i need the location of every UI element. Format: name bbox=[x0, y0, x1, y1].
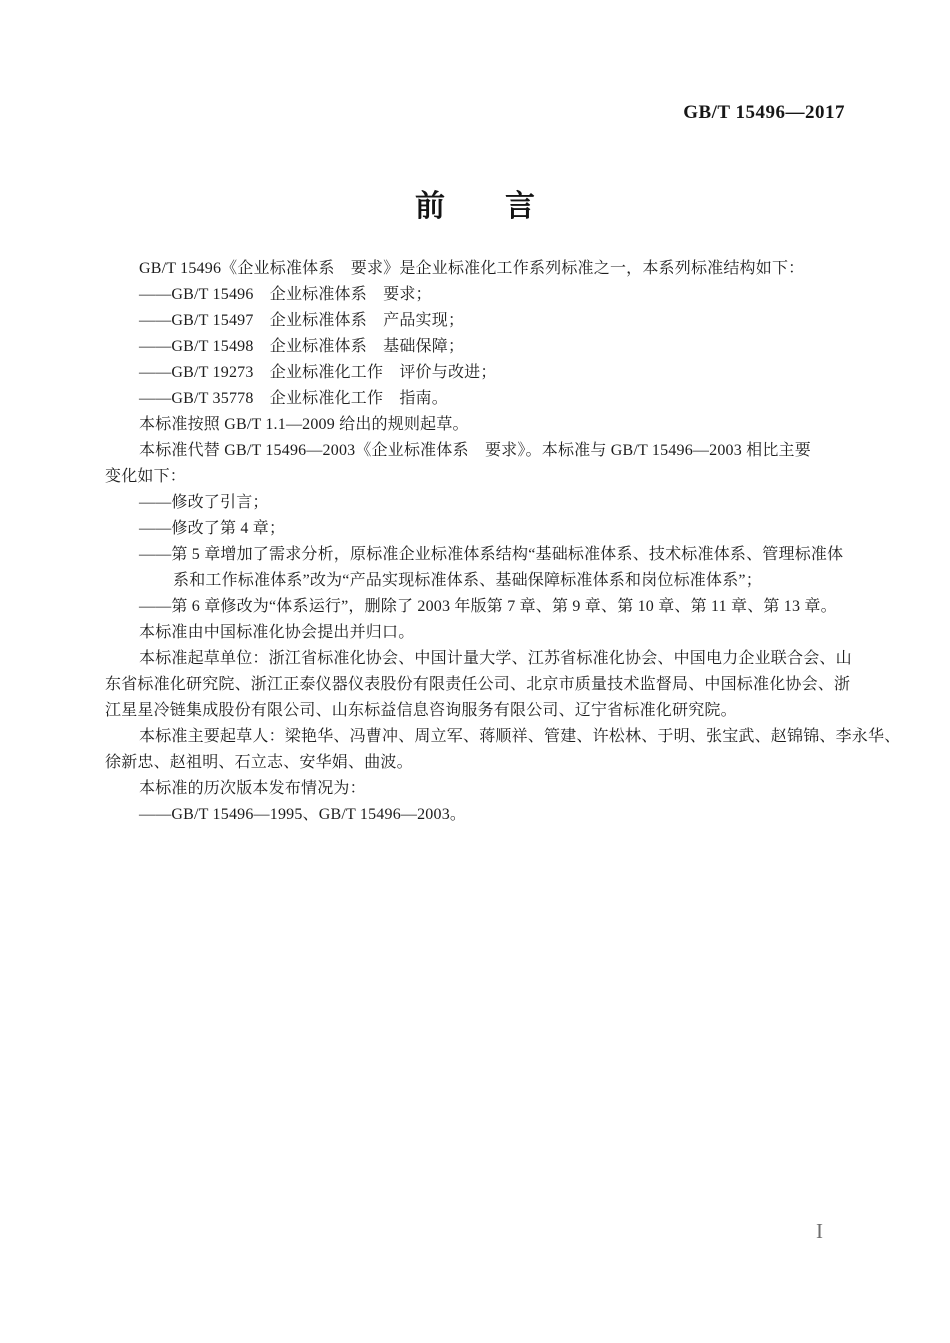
text-line: 变化如下： bbox=[105, 468, 187, 485]
text-line: ——第 5 章增加了需求分析，原标准企业标准体系结构“基础标准体系、技术标准体系、管理标准体 bbox=[139, 546, 844, 563]
text-line: 本标准按照 GB/T 1.1—2009 给出的规则起草。 bbox=[139, 416, 469, 433]
text-line: ——GB/T 35778 企业标准化工作 指南。 bbox=[139, 390, 448, 407]
text-line: ——GB/T 15496—1995、GB/T 15496—2003。 bbox=[139, 806, 467, 823]
text-line: ——GB/T 15498 企业标准体系 基础保障； bbox=[139, 338, 465, 355]
text-line: 本标准代替 GB/T 15496—2003《企业标准体系 要求》。本标准与 GB/T 15496—2003 相比主要 bbox=[139, 442, 811, 459]
page-title: 前 言 bbox=[415, 190, 535, 223]
text-line: ——GB/T 15496 企业标准体系 要求； bbox=[139, 286, 432, 303]
text-line: 本标准起草单位：浙江省标准化协会、中国计量大学、江苏省标准化协会、中国电力企业联合会、山 bbox=[139, 650, 852, 667]
text-line: ——GB/T 15497 企业标准体系 产品实现； bbox=[139, 312, 465, 329]
text-line: GB/T 15496《企业标准体系 要求》是企业标准化工作系列标准之一，本系列标准结构如下： bbox=[139, 260, 805, 277]
text-line: 东省标准化研究院、浙江正泰仪器仪表股份有限责任公司、北京市质量技术监督局、中国标准化协会、浙 bbox=[105, 676, 851, 693]
standard-code-header: GB/T 15496—2017 bbox=[683, 102, 845, 123]
text-line: 本标准的历次版本发布情况为： bbox=[139, 780, 366, 797]
text-line: 本标准由中国标准化协会提出并归口。 bbox=[139, 624, 415, 641]
text-line: 江星星冷链集成股份有限公司、山东标益信息咨询服务有限公司、辽宁省标准化研究院。 bbox=[105, 702, 737, 719]
text-line: ——修改了第 4 章； bbox=[139, 520, 286, 537]
page-number: I bbox=[816, 1219, 823, 1243]
text-line: ——第 6 章修改为“体系运行”，删除了 2003 年版第 7 章、第 9 章、第 10 章、第 11 章、第 13 章。 bbox=[139, 598, 837, 615]
foreword-body bbox=[105, 256, 901, 828]
text-line: ——修改了引言； bbox=[139, 494, 269, 511]
text-line: 系和工作标准体系”改为“产品实现标准体系、基础保障标准体系和岗位标准体系”； bbox=[173, 572, 762, 589]
text-line: 徐新忠、赵祖明、石立志、安华娟、曲波。 bbox=[105, 754, 413, 771]
text-line: 本标准主要起草人：梁艳华、冯曹冲、周立军、蒋顺祥、管建、许松林、于明、张宝武、赵锦锦、李永华、 bbox=[139, 728, 901, 745]
text-line: ——GB/T 19273 企业标准化工作 评价与改进； bbox=[139, 364, 497, 381]
